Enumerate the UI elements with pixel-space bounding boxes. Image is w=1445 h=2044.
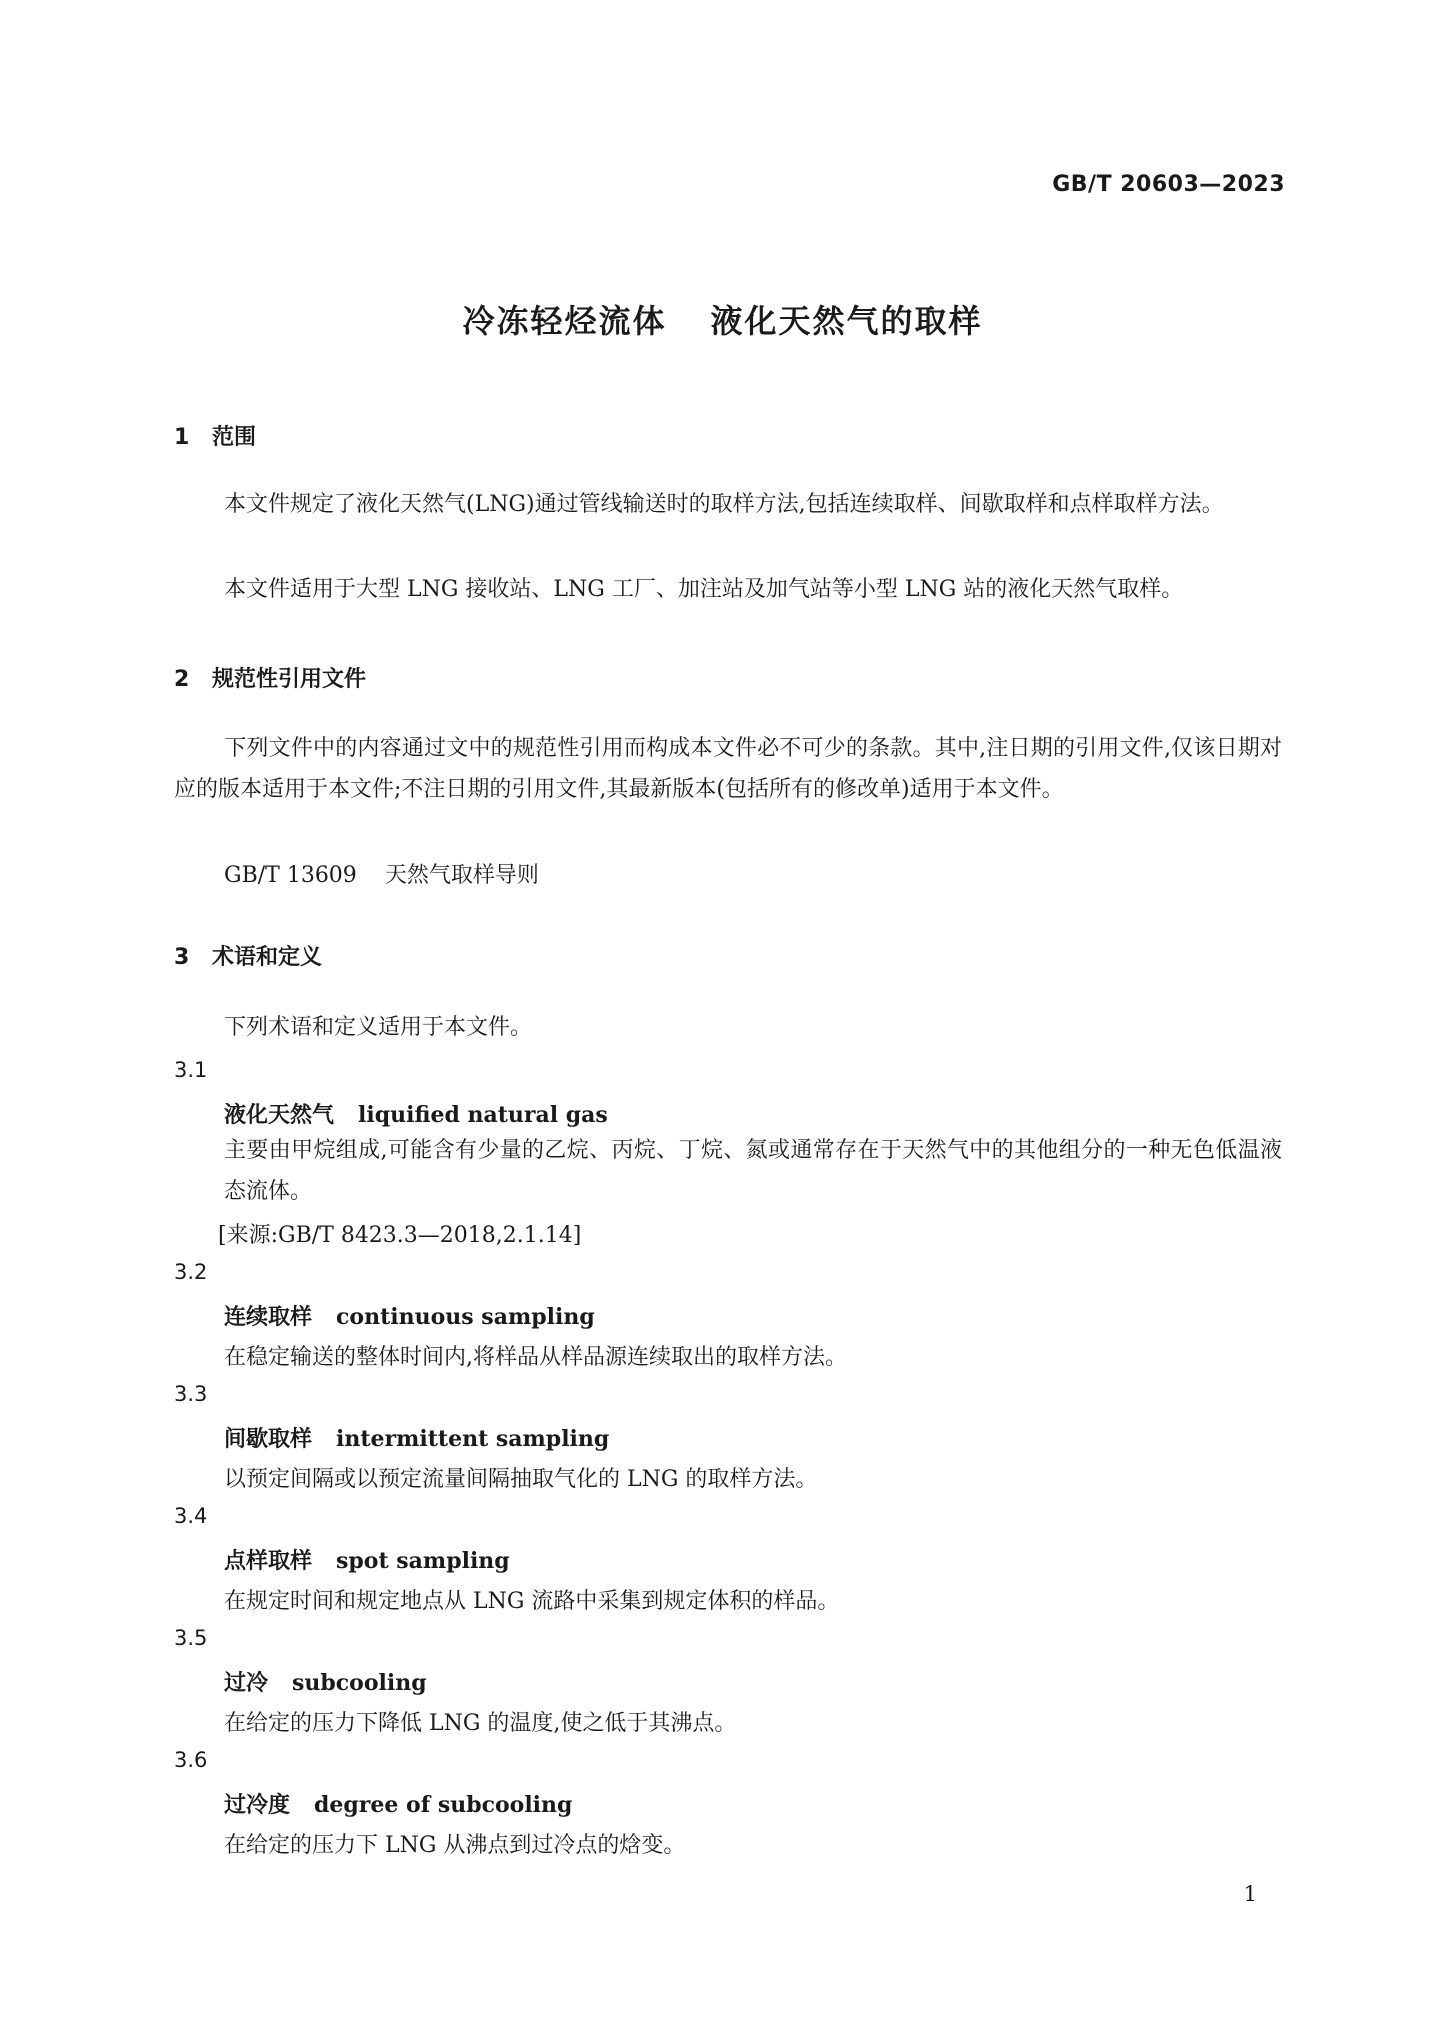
term-name [224, 1098, 608, 1129]
term-definition: 在给定的压力下 LNG 从沸点到过冷点的焓变。 [224, 1833, 686, 1858]
term-definition: 在给定的压力下降低 LNG 的温度,使之低于其沸点。 [224, 1711, 737, 1736]
section-3-heading: 3 术语和定义 [174, 945, 323, 970]
reference-title: 天然气取样导则 [384, 863, 539, 888]
term-number: 3.3 [174, 1382, 208, 1406]
term-name-cn: 间歇取样 [224, 1426, 313, 1452]
normative-reference [224, 858, 539, 889]
term-number: 3.6 [174, 1748, 208, 1772]
title-part-1: 冷冻轻烃流体 [462, 302, 667, 340]
standard-code: GB/T 20603—2023 [1052, 172, 1285, 197]
term-number: 3.1 [174, 1058, 208, 1082]
reference-code: GB/T 13609 [224, 863, 357, 888]
term-name [224, 1666, 427, 1697]
section-2-paragraph-1: 下列文件中的内容通过文中的规范性引用而构成本文件必不可少的条款。其中,注日期的引用文件,仅该日期对应的版本适用于本文件;不注日期的引用文件,其最新版本(包括所有的修改单)适用于本文件。 [174, 736, 1282, 802]
term-definition: 在规定时间和规定地点从 LNG 流路中采集到规定体积的样品。 [224, 1589, 840, 1614]
section-3-intro: 下列术语和定义适用于本文件。 [224, 1015, 533, 1040]
term-name-en: liquified natural gas [358, 1102, 608, 1128]
page-number: 1 [1243, 1882, 1257, 1906]
term-number: 3.4 [174, 1504, 208, 1528]
term-name-cn: 过冷度 [224, 1792, 291, 1818]
term-definition: 主要由甲烷组成,可能含有少量的乙烷、丙烷、丁烷、氮或通常存在于天然气中的其他组分的一种无色低温液态流体。 [224, 1138, 1282, 1204]
section-2-heading: 2 规范性引用文件 [174, 667, 367, 692]
term-name-cn: 过冷 [224, 1670, 269, 1696]
term-source: [来源:GB/T 8423.3—2018,2.1.14] [218, 1223, 582, 1248]
term-name [224, 1544, 510, 1575]
term-definition: 以预定间隔或以预定流量间隔抽取气化的 LNG 的取样方法。 [224, 1467, 818, 1492]
document-title [0, 296, 1445, 342]
title-part-2: 液化天然气的取样 [710, 302, 983, 340]
section-1-heading: 1 范围 [174, 425, 257, 450]
section-1-paragraph-2: 本文件适用于大型 LNG 接收站、LNG 工厂、加注站及加气站等小型 LNG 站的液化天然气取样。 [224, 577, 1184, 602]
term-definition: 在稳定输送的整体时间内,将样品从样品源连续取出的取样方法。 [224, 1345, 847, 1370]
term-name-en: degree of subcooling [314, 1792, 573, 1818]
term-name [224, 1422, 609, 1453]
term-name-en: continuous sampling [336, 1304, 595, 1330]
term-name-cn: 液化天然气 [224, 1102, 335, 1128]
term-name [224, 1300, 595, 1331]
term-name [224, 1788, 572, 1819]
term-name-en: intermittent sampling [336, 1426, 610, 1452]
term-name-cn: 点样取样 [224, 1548, 313, 1574]
term-number: 3.5 [174, 1626, 208, 1650]
term-name-en: spot sampling [336, 1548, 510, 1574]
term-name-en: subcooling [292, 1670, 427, 1696]
section-1-paragraph-1: 本文件规定了液化天然气(LNG)通过管线输送时的取样方法,包括连续取样、间歇取样和点样取样方法。 [224, 492, 1224, 517]
term-number: 3.2 [174, 1260, 208, 1284]
term-name-cn: 连续取样 [224, 1304, 313, 1330]
